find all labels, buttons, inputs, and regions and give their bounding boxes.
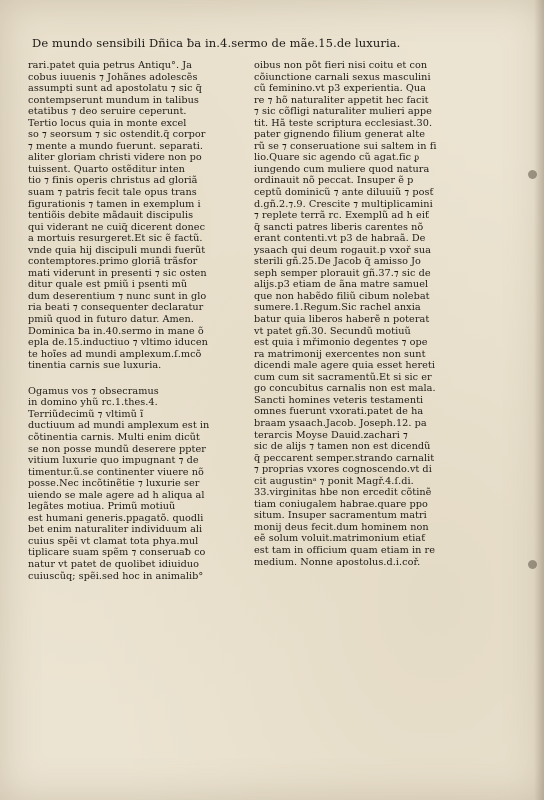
text-line: cũ feminino.vt p3 experientia. Qua (254, 83, 426, 95)
text-line: omnes fuerunt vxorati.patet de ha (254, 406, 424, 418)
text-line: est tam in officium quam etiam in re (254, 544, 435, 556)
text-line: cõtinentia carnis. Multi enim dicũt (28, 431, 200, 443)
text-line: vt patet gñ.30. Secundũ motiuũ (254, 325, 411, 337)
text-line: 33.virginitas hbe non ercedit cõtinẽ (254, 487, 432, 499)
text-line: tuissent. Quarto ostẽditur inten (28, 163, 185, 175)
text-line: pmiũ quod in futuro datur. Amen. (28, 314, 194, 326)
running-title: De mundo sensibili Dñica ƀa in.4.sermo de mãe.15.de luxuria. (32, 36, 401, 50)
text-line: ⁊ proprias vxores cognoscendo.vt di (254, 464, 432, 476)
text-line: Ogamus vos ⁊ obsecramus (28, 385, 159, 397)
text-line: ceptũ dominicũ ⁊ ante diluuiũ ⁊ posƭ (254, 187, 434, 199)
text-line: q̃ sancti patres liberis carentes nõ (254, 221, 424, 233)
text-line: posse.Nec incõtinẽtie ⁊ luxurie ser (28, 478, 200, 490)
text-line: vitium luxurie quo impugnant ⁊ de (28, 455, 199, 467)
text-line: te hoĩes ad mundi amplexum.ſ.mcõ (28, 348, 202, 360)
text-line: eẽ solum voluit.matrimonium etiaƭ (254, 533, 426, 545)
text-line: terarcis Moyse Dauid.zachari ⁊ (254, 429, 408, 441)
text-line: ⁊ sic cõfligi naturaliter mulieri appe (254, 106, 432, 118)
text-line: contempserunt mundum in talibus (28, 94, 199, 106)
text-line: uiendo se male agere ad h aliqua al (28, 489, 205, 501)
text-line: cobus iuuenis ⁊ Johãnes adolescẽs (28, 71, 198, 83)
text-line: ductiuum ad mundi amplexum est in (28, 420, 210, 432)
text-line: alijs.p3 etiam de ãna matre samuel (254, 279, 429, 291)
text-line: ⁊ replete terrã rc. Exemplũ ad h eiƭ (254, 210, 429, 222)
binding-hole (528, 170, 537, 179)
text-line: qui viderant ne cuiq̃ dicerent donec (28, 221, 206, 233)
text-line: batur quia liberos haberẽ n poterat (254, 314, 430, 326)
text-line: lio.Quare sic agendo cũ agat.fic ᵱ (254, 152, 420, 164)
text-line: aliter gloriam christi videre non po (28, 152, 202, 164)
text-line: iungendo cum muliere quod natura (254, 163, 430, 175)
text-line: braam ysaach.Jacob. Joseph.12. pa (254, 417, 427, 429)
text-line: re ⁊ hõ naturaliter appetit hec facit (254, 94, 429, 106)
text-line: sumere.1.Regum.Sic rachel anxia (254, 302, 421, 314)
text-line: vnde quia hij discipuli mundi fuerũt (28, 244, 206, 256)
text-line: tio ⁊ finis operis christus ad gloriã (28, 175, 198, 187)
text-line: a mortuis resurgeret.Et sic ẽ factũ. (28, 233, 203, 245)
text-line: natur vt patet de quolibet idiuiduo (28, 558, 200, 570)
text-line: bet enim naturaliter individuum ali (28, 524, 203, 536)
text-line: q̃ peccarent semper.strando carnalit (254, 452, 435, 464)
text-line: que non habẽdo filiũ cibum nolebat (254, 290, 430, 302)
text-line: Sancti homines veteris testamenti (254, 394, 424, 406)
text-line: ysaach qui deum rogauit.p vxoř sua (254, 244, 431, 256)
text-line: in domino yhũ rc.1.thes.4. (28, 397, 158, 409)
text-line: go concubitus carnalis non est mala. (254, 383, 436, 395)
text-line: pater gignendo filium generat alte (254, 129, 426, 141)
text-line: cuius spẽi vt clamat tota phya.mul (28, 535, 199, 547)
text-line: erant contenti.vt p3 de habraã. De (254, 233, 426, 245)
text-line: ditur quale est pmiũ i psenti mũ (28, 279, 188, 291)
text-line: tiam coniugalem habrae.quare ppo (254, 498, 428, 510)
text-line: ra matrimonij exercentes non sunt (254, 348, 426, 360)
text-line: cõiunctione carnali sexus masculini (254, 71, 431, 83)
text-line: monij deus fecit.dum hominem non (254, 521, 429, 533)
text-line: dicendi male agere quia esset hereti (254, 360, 436, 372)
left-text-column (28, 60, 238, 582)
text-line: se non posse mundũ deserere ppter (28, 443, 206, 455)
text-line: epla de.15.inductiuo ⁊ vltimo iducen (28, 337, 208, 349)
binding-hole (528, 560, 537, 569)
text-line: est humani generis.ppagatõ. quodli (28, 512, 204, 524)
page-edge-shadow (534, 0, 544, 800)
text-line: cit augustinᵃ ⁊ ponit Magř.4.ſ.di. (254, 475, 414, 487)
text-line: figurationis ⁊ tamen in exemplum i (28, 198, 201, 210)
text-line: suam ⁊ patris fecit tale opus trans (28, 187, 197, 199)
text-line: rari.patet quia petrus Antiqu°. Ja (28, 60, 192, 71)
text-line: so ⁊ seorsum ⁊ sic ostendit.q̃ corpor (28, 129, 206, 141)
text-line: etatibus ⁊ deo seruire ceperunt. (28, 106, 187, 118)
text-line: sic de alijs ⁊ tamen non est dicendũ (254, 441, 431, 453)
text-line: ordinauit nõ peccat. Insuper ẽ p (254, 175, 414, 187)
text-line: tit. Hã teste scriptura ecclesiast.30. (254, 117, 433, 129)
text-line: tentiõis debite mãdauit discipulis (28, 210, 194, 222)
text-line: medium. Nonne apostolus.d.i.coř. (254, 556, 421, 568)
text-line: situm. Insuper sacramentum matri (254, 510, 427, 522)
text-line: Tertio locus quia in monte excel (28, 117, 187, 129)
text-line: assumpti sunt ad apostolatu ⁊ sic q̃ (28, 83, 202, 95)
text-line: Terriũdecimũ ⁊ vltimũ ĩ (28, 408, 144, 420)
text-line: ⁊ mente a mundo fuerunt. separati. (28, 140, 203, 152)
text-line: ria beati ⁊ consequenter declaratur (28, 302, 204, 314)
text-line: d.gñ.2.⁊.9. Crescite ⁊ multiplicamini (254, 198, 433, 210)
text-line: timentur.ũ.se continenter viuere nõ (28, 466, 204, 478)
text-line: Dominica ƀa in.40.sermo in mane õ (28, 325, 204, 337)
text-line: contemptores.primo gloriã trãsfor (28, 256, 198, 268)
text-line: legãtes motiua. Primũ motiuũ (28, 501, 176, 513)
paragraph-gap (28, 372, 238, 386)
text-line: cuiuscũq; spẽi.sed hoc in animalib° (28, 570, 204, 582)
text-line: dum deserentium ⁊ nunc sunt in glo (28, 290, 207, 302)
text-line: tiplicare suam spẽm ⁊ conseruaƀ co (28, 547, 206, 559)
text-line: rũ se ⁊ conseruatione sui saltem in fi (254, 140, 437, 152)
text-line: cum cum sit sacramentũ.Et si sic er (254, 371, 432, 383)
text-line: mati viderunt in presenti ⁊ sic osten (28, 267, 207, 279)
text-line: oibus non põt fieri nisi coitu et con (254, 60, 428, 71)
text-line: est quia i mřimonio degentes ⁊ ope (254, 337, 428, 349)
text-line: tinentia carnis sue luxuria. (28, 360, 162, 372)
text-line: sterili gñ.25.De Jacob q̃ amisso Jo (254, 256, 421, 268)
right-text-column (254, 60, 464, 568)
text-line: seph semper plorauit gñ.37.⁊ sic de (254, 267, 431, 279)
